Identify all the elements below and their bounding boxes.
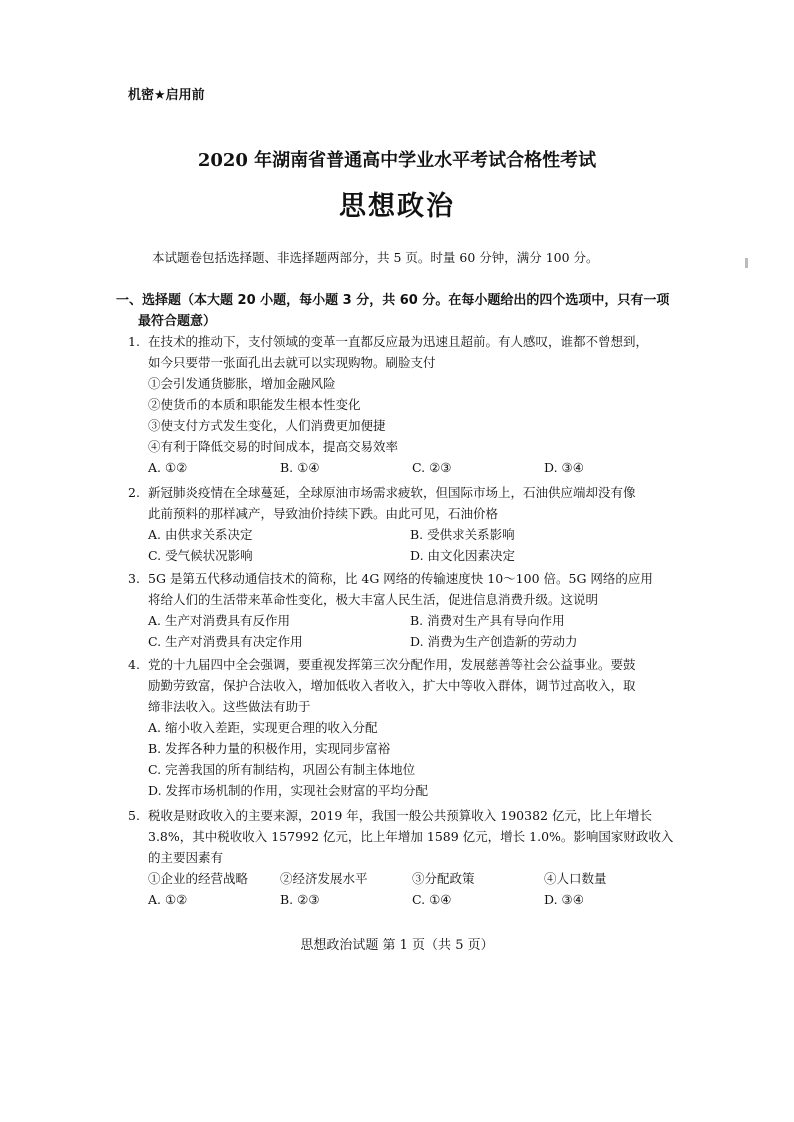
option-a[interactable]: A. 由供求关系决定 <box>148 527 253 542</box>
option-a[interactable]: A. 生产对消费具有反作用 <box>148 613 290 628</box>
option-d[interactable]: D. ③④ <box>544 892 584 907</box>
question-stem: 党的十九届四中全会强调，要重视发挥第三次分配作用，发展慈善等社会公益事业。要鼓 <box>148 657 636 672</box>
option-c[interactable]: C. ②③ <box>412 460 452 475</box>
options-row <box>128 457 716 478</box>
section-heading-line1: 一、选择题（本大题 20 小题，每小题 3 分，共 60 分。在每小题给出的四个选项中，只有一项 <box>116 293 670 308</box>
option-b[interactable]: B. 消费对生产具有导向作用 <box>410 613 565 628</box>
question-3 <box>128 568 716 652</box>
option-d[interactable]: D. ③④ <box>544 460 584 475</box>
question-number: 5. <box>128 808 140 823</box>
question-number: 1. <box>128 334 140 349</box>
question-stem: 在技术的推动下，支付领域的变革一直都反应最为迅速且超前。有人感叹，谁都不曾想到， <box>148 334 649 349</box>
confidential-mark: 机密★启用前 <box>128 88 205 103</box>
options-row <box>128 631 716 652</box>
statements-row <box>128 868 716 889</box>
option-d[interactable]: D. 由文化因素决定 <box>410 548 516 563</box>
question-5 <box>128 805 716 910</box>
option-c[interactable]: C. 生产对消费具有决定作用 <box>148 634 303 649</box>
question-1 <box>128 331 716 478</box>
statement-1: ①会引发通货膨胀，增加金融风险 <box>148 376 336 391</box>
option-c[interactable]: C. 受气候状况影响 <box>148 548 253 563</box>
question-stem-cont: 3.8%，其中税收收入 157992 亿元，比上年增加 1589 亿元，增长 1.0%。影响国家财政收入 <box>148 829 674 844</box>
option-b[interactable]: B. ①④ <box>280 460 320 475</box>
statement-4: ④有利于降低交易的时间成本，提高交易效率 <box>148 439 399 454</box>
option-c[interactable]: C. 完善我国的所有制结构，巩固公有制主体地位 <box>148 762 416 777</box>
option-a[interactable]: A. ①② <box>148 892 188 907</box>
section-heading-line2: 最符合题意） <box>138 314 217 329</box>
statement-4: ④人口数量 <box>544 871 607 886</box>
question-stem-cont: 将给人们的生活带来革命性变化，极大丰富人民生活，促进信息消费升级。这说明 <box>148 592 599 607</box>
subject-title: 思想政治 <box>339 191 455 222</box>
question-number: 3. <box>128 571 140 586</box>
question-stem: 税收是财政收入的主要来源，2019 年，我国一般公共预算收入 190382 亿元，比上年增长 <box>148 808 652 823</box>
option-a[interactable]: A. 缩小收入差距，实现更合理的收入分配 <box>148 720 378 735</box>
option-b[interactable]: B. 发挥各种力量的积极作用，实现同步富裕 <box>148 741 391 756</box>
option-b[interactable]: B. 受供求关系影响 <box>410 527 515 542</box>
statement-1: ①企业的经营战略 <box>148 871 249 886</box>
exam-title: 2020 年湖南省普通高中学业水平考试合格性考试 <box>197 150 597 171</box>
question-number: 4. <box>128 657 140 672</box>
question-2 <box>128 482 716 566</box>
question-stem: 新冠肺炎疫情在全球蔓延，全球原油市场需求疲软，但国际市场上，石油供应端却没有像 <box>148 485 636 500</box>
options-row <box>128 889 716 910</box>
exam-intro: 本试题卷包括选择题、非选择题两部分，共 5 页。时量 60 分钟，满分 100 分。 <box>152 250 599 265</box>
page-footer: 思想政治试题 第 1 页（共 5 页） <box>300 938 494 953</box>
scan-edge-mark <box>745 258 748 268</box>
option-a[interactable]: A. ①② <box>148 460 188 475</box>
question-stem-cont: 缔非法收入。这些做法有助于 <box>148 699 311 714</box>
question-stem: 5G 是第五代移动通信技术的简称，比 4G 网络的传输速度快 10～100 倍。5G 网络的应用 <box>148 571 653 586</box>
question-stem-cont: 如今只要带一张面孔出去就可以实现购物。刷脸支付 <box>148 355 436 370</box>
options-row <box>128 545 716 566</box>
question-stem-cont: 励勤劳致富，保护合法收入，增加低收入者收入，扩大中等收入群体，调节过高收入，取 <box>148 678 636 693</box>
option-b[interactable]: B. ②③ <box>280 892 320 907</box>
statement-3: ③使支付方式发生变化，人们消费更加便捷 <box>148 418 386 433</box>
option-d[interactable]: D. 消费为生产创造新的劳动力 <box>410 634 578 649</box>
options-row <box>128 524 716 545</box>
question-number: 2. <box>128 485 140 500</box>
statement-3: ③分配政策 <box>412 871 475 886</box>
statement-2: ②经济发展水平 <box>280 871 368 886</box>
section-heading <box>116 290 716 332</box>
statement-2: ②使货币的本质和职能发生根本性变化 <box>148 397 361 412</box>
question-stem-cont: 的主要因素有 <box>148 850 224 865</box>
options-row <box>128 610 716 631</box>
question-stem-cont: 此前预料的那样减产，导致油价持续下跌。由此可见，石油价格 <box>148 506 499 521</box>
option-d[interactable]: D. 发挥市场机制的作用，实现社会财富的平均分配 <box>148 783 429 798</box>
question-4 <box>128 654 716 801</box>
option-c[interactable]: C. ①④ <box>412 892 452 907</box>
